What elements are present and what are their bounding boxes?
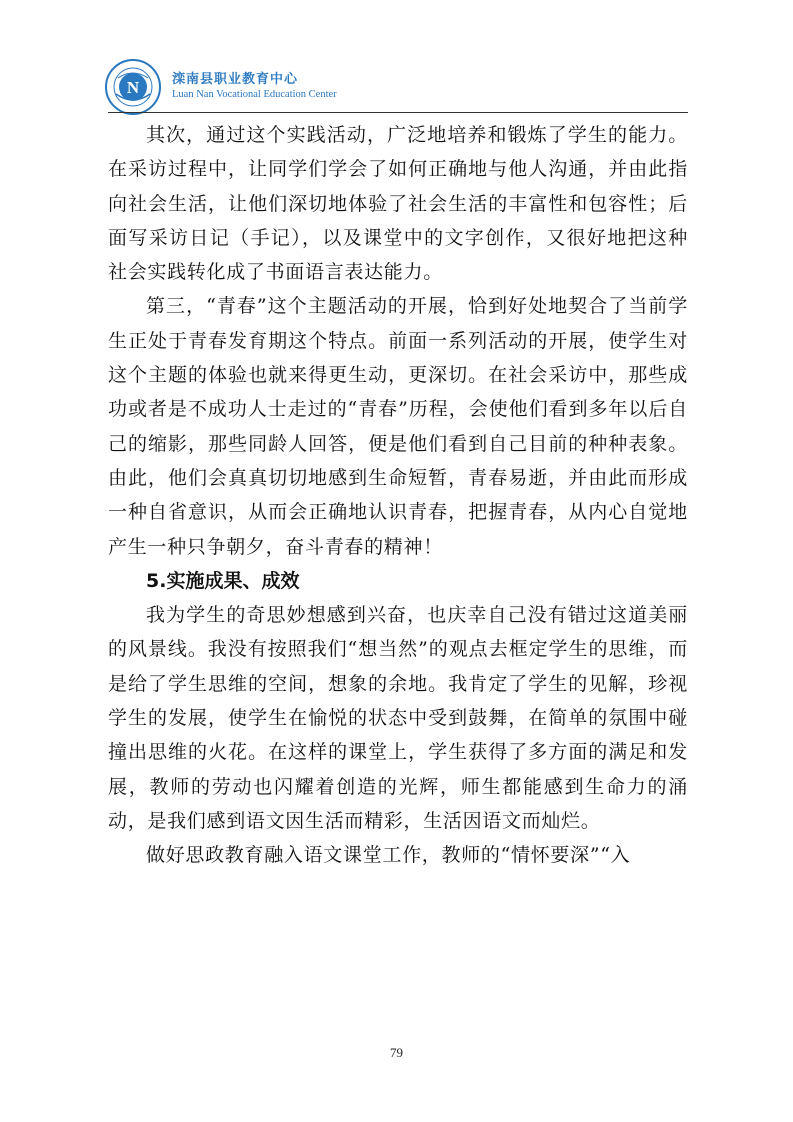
page-number: 79	[390, 1045, 403, 1060]
logo-letter: N	[126, 78, 140, 97]
paragraph-practice-ability: 其次，通过这个实践活动，广泛地培养和锻炼了学生的能力。在采访过程中，让同学们学会了如何正确地与他人沟通，并由此指向社会生活，让他们深切地体验了社会生活的丰富性和包容性；后面写采访日记（手记），以及课堂中的文字创作，又很好地把这种社会实践转化成了书面语言表达能力。	[108, 124, 688, 284]
section-heading-results: 5.实施成果、成效	[146, 569, 300, 592]
paragraph-ideological-education: 做好思政教育融入语文课堂工作，教师的“情怀要深”“入	[146, 844, 631, 867]
school-name-english: Luan Nan Vocational Education Center	[172, 89, 337, 100]
paragraph-youth-theme: 第三，“青春”这个主题活动的开展，恰到好处地契合了当前学生正处于青春发育期这个特点。前面一系列活动的开展，使学生对这个主题的体验也就来得更生动，更深切。在社会采访中，那些成功或者是不成功人士走过的“青春”历程，会使他们看到多年以后自己的缩影，那些同龄人回答，便是他们看到自己目前的种种表象。由此，他们会真真切切地感到生命短暂，青春易逝，并由此而形成一种自省意识，从而会正确地认识青春，把握青春，从内心自觉地产生一种只争朝夕，奋斗青春的精神！	[108, 295, 688, 558]
header-divider	[108, 112, 688, 113]
school-emblem-icon	[104, 58, 162, 116]
document-body	[108, 118, 688, 873]
page-header	[104, 58, 688, 112]
school-name: 滦南县职业教育中心	[172, 72, 299, 87]
paragraph-results: 我为学生的奇思妙想感到兴奋，也庆幸自己没有错过这道美丽的风景线。我没有按照我们“想当然”的观点去框定学生的思维，而是给了学生思维的空间，想象的余地。我肯定了学生的见解，珍视学生的发展，使学生在愉悦的状态中受到鼓舞，在简单的氛围中碰撞出思维的火花。在这样的课堂上，学生获得了多方面的满足和发展，教师的劳动也闪耀着创造的光辉，师生都能感到生命力的涌动，是我们感到语文因生活而精彩，生活因语文而灿烂。	[108, 604, 688, 832]
